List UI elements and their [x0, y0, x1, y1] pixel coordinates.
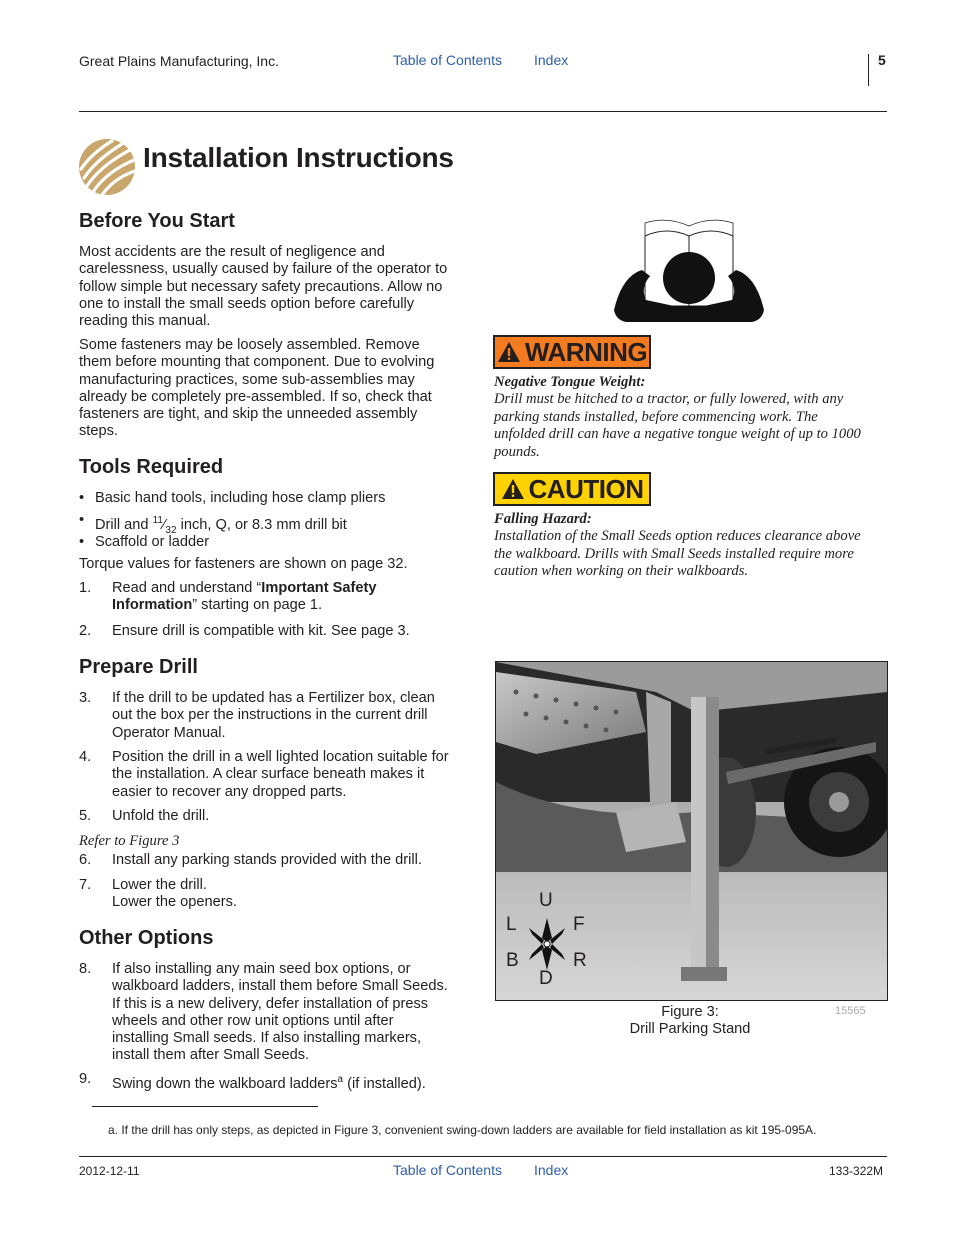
- step-2: 2. Ensure drill is compatible with kit. See page 3.: [79, 623, 410, 639]
- read-manual-icon: [612, 214, 766, 326]
- figure-ref-number: 15565: [835, 1005, 866, 1017]
- caution-sign: CAUTION: [493, 472, 651, 506]
- prepare-drill-heading: Prepare Drill: [79, 656, 198, 678]
- torque-note: Torque values for fasteners are shown on page 32.: [79, 556, 408, 572]
- footnote-text: a. If the drill has only steps, as depicted in Figure 3, convenient swing-down ladders are available for field installation as kit 195-095A.: [108, 1123, 817, 1137]
- step-1: 1. Read and understand “Important Safety Information” starting on page 1.: [79, 580, 377, 614]
- caution-body: Installation of the Small Seeds option reduces clearance above the walkboard. Drills with Small Seeds installed require more caution when working on their walkboards.: [494, 528, 861, 580]
- great-plains-logo-icon: [78, 138, 136, 196]
- step-7: 7. Lower the drill. Lower the openers.: [79, 877, 237, 911]
- tools-required-heading: Tools Required: [79, 456, 224, 478]
- page-number: 5: [878, 52, 886, 68]
- warning-title: Negative Tongue Weight:: [494, 374, 646, 390]
- compass-l: L: [506, 914, 517, 935]
- step-9: 9. Swing down the walkboard ladders$^a$ (if installed).: [79, 1071, 426, 1092]
- compass-f: F: [573, 914, 585, 935]
- warning-body: Drill must be hitched to a tractor, or fully lowered, with any parking stands installed, before commencing work. The unfolded drill can have a negative tongue weight of up to 1000 pounds.: [494, 391, 861, 460]
- header-toc-link[interactable]: Table of Contents: [393, 52, 502, 68]
- other-options-heading: Other Options: [79, 927, 214, 949]
- before-you-start-heading: Before You Start: [79, 210, 235, 232]
- refer-to-figure: Refer to Figure 3: [79, 833, 180, 849]
- step-8: 8. If also installing any main seed box options, or walkboard ladders, install them before Small Seeds. If this is a new delivery, defer installation of press wheels and other row unit options until after installing Small seeds. If also installing markers, install them after Small Seeds.: [79, 961, 448, 1064]
- footer-rule: [79, 1156, 887, 1157]
- page-title: Installation Instructions: [143, 142, 454, 173]
- header-divider: [868, 54, 869, 86]
- footer-index-link[interactable]: Index: [534, 1162, 569, 1178]
- footnote-marker[interactable]: a: [337, 1074, 344, 1085]
- compass-u: U: [539, 890, 553, 911]
- compass-b: B: [506, 950, 519, 971]
- caution-triangle-icon: [501, 478, 525, 500]
- compass-r: R: [573, 950, 587, 971]
- footer-date: 2012-12-11: [79, 1164, 140, 1178]
- step-6: 6. Install any parking stands provided with the drill.: [79, 852, 422, 868]
- step-4: 4. Position the drill in a well lighted location suitable for the installation. A clear surface beneath makes it easier to recover any dropped parts.: [79, 749, 449, 800]
- warning-sign: WARNING: [493, 335, 651, 369]
- warning-triangle-icon: [497, 341, 521, 363]
- figure-caption: Figure 3: Drill Parking Stand: [629, 1004, 751, 1038]
- header-rule: [79, 111, 887, 112]
- footer-doc-number: 133-322M: [829, 1164, 884, 1178]
- step-3: 3. If the drill to be updated has a Fertilizer box, clean out the box per the instructions in the current drill Operator Manual.: [79, 690, 435, 741]
- figure-3-photo: [495, 661, 888, 1001]
- footer-toc-link[interactable]: Table of Contents: [393, 1162, 502, 1178]
- step-5: 5. Unfold the drill.: [79, 808, 210, 824]
- footnote-rule: [92, 1106, 318, 1107]
- caution-title: Falling Hazard:: [494, 511, 592, 527]
- header-index-link[interactable]: Index: [534, 52, 569, 68]
- company-name: Great Plains Manufacturing, Inc.: [79, 53, 279, 69]
- before-you-start-para1: Most accidents are the result of negligence and carelessness, usually caused by failure of the operator to follow simple but necessary safety precautions. Allow no one to install the small seeds option before carefully reading this manual.: [79, 244, 448, 330]
- before-you-start-para2: Some fasteners may be loosely assembled. Remove them before mounting that component. Due to evolving manufacturing practices, some sub-assemblies may already be completely pre-assembled. If so, check that fasteners are tight, and skip the unneeded assembly steps.: [79, 337, 435, 440]
- orientation-compass: [502, 890, 592, 990]
- compass-d: D: [539, 968, 553, 989]
